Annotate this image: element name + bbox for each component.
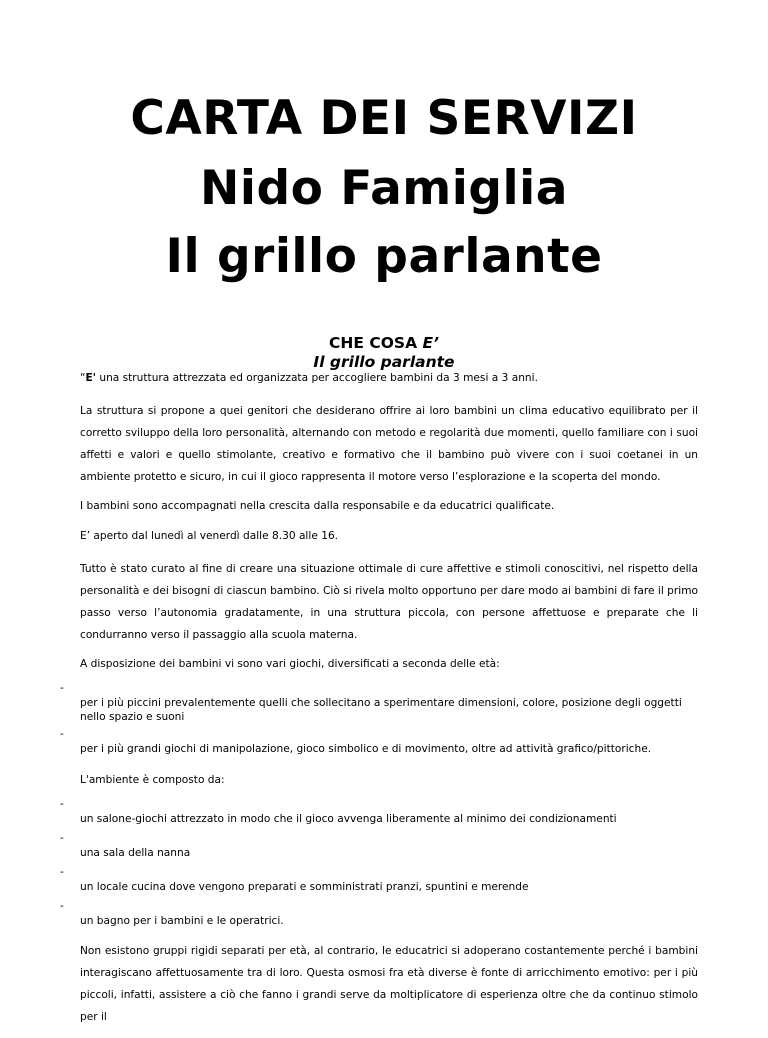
list-item-text: un salone-giochi attrezzato in modo che il gioco avvenga liberamente al minimo dei condizionamenti — [80, 813, 617, 825]
list-item-text: per i più grandi giochi di manipolazione, gioco simbolico e di movimento, oltre ad attività grafico/pittoriche. — [80, 743, 652, 755]
document-body — [60, 370, 698, 1038]
intro-text: una struttura attrezzata ed organizzata per accogliere bambini da 3 mesi a 3 anni. — [95, 372, 538, 384]
section-heading-italic: E’ — [422, 334, 439, 352]
document-title: CARTA DEI SERVIZI — [130, 91, 638, 146]
section-heading-prefix: CHE COSA — [329, 334, 423, 352]
section-subheading: Il grillo parlante — [313, 353, 455, 371]
paragraph-rooms-intro: L'ambiente è composto da: — [80, 774, 225, 786]
bullet-dash: - — [60, 798, 64, 810]
document-subtitle: Nido Famiglia — [200, 161, 568, 216]
paragraph-care: Tutto è stato curato al fine di creare una situazione ottimale di cure affettive e stimoli conoscitivi, nel rispetto della personalità e dei bisogni di ciascun bambino. Ciò si rivela molto opportuno per dare modo ai bambini di fare il primo passo verso l’autonomia gradatamente, in una struttura piccola, con persone affettuose e preparate che li condurranno verso il passaggio alla scuola materna. — [80, 563, 698, 641]
list-item-text: un bagno per i bambini e le operatrici. — [80, 915, 284, 927]
list-item — [60, 832, 698, 860]
list-item — [60, 798, 698, 826]
list-item — [60, 728, 698, 756]
paragraph-purpose: La struttura si propone a quei genitori che desiderano offrire ai loro bambini un clima educativo equilibrato per il corretto sviluppo della loro personalità, alternando con metodo e regolarità due momenti, quello familiare con i suoi affetti e valori e quello stimolante, creativo e formativo che il bambino può vivere con i suoi coetanei in un ambiente protetto e sicuro, in cui il gioco rappresenta il motore verso l’esplorazione e la scoperta del mondo. — [80, 405, 698, 483]
list-item — [60, 866, 698, 894]
bullet-dash: - — [60, 728, 64, 740]
paragraph-hours: E’ aperto dal lunedì al venerdì dalle 8.30 alle 16. — [80, 530, 339, 542]
bullet-dash: - — [60, 682, 64, 694]
bullet-dash: - — [60, 832, 64, 844]
intro-bold: E' — [85, 372, 96, 384]
list-item — [60, 900, 698, 928]
bullet-dash: - — [60, 866, 64, 878]
list-item-text: un locale cucina dove vengono preparati e somministrati pranzi, spuntini e merende — [80, 881, 529, 893]
paragraph-games-intro: A disposizione dei bambini vi sono vari giochi, diversificati a seconda delle età: — [80, 658, 500, 670]
list-item — [60, 682, 698, 724]
bullet-dash: - — [60, 900, 64, 912]
document-name: Il grillo parlante — [165, 229, 603, 284]
list-item-text: una sala della nanna — [80, 847, 191, 859]
paragraph-groups: Non esistono gruppi rigidi separati per età, al contrario, le educatrici si adoperano costantemente perché i bambini interagiscano affettuosamente tra di loro. Questa osmosi fra età diverse è fonte di arricchimento emotivo: per i più piccoli, infatti, assistere a ciò che fanno i grandi serve da moltiplicatore di esperienza oltre che da continuo stimolo per il — [80, 945, 698, 1023]
paragraph-intro — [80, 370, 698, 386]
list-item-text: per i più piccini prevalentemente quelli che sollecitano a sperimentare dimensioni, colore, posizione degli oggetti nello spazio e suoni — [80, 697, 682, 723]
section-heading — [0, 333, 768, 353]
quote-mark: “ — [80, 372, 86, 384]
paragraph-staff: I bambini sono accompagnati nella crescita dalla responsabile e da educatrici qualificate. — [80, 500, 555, 512]
